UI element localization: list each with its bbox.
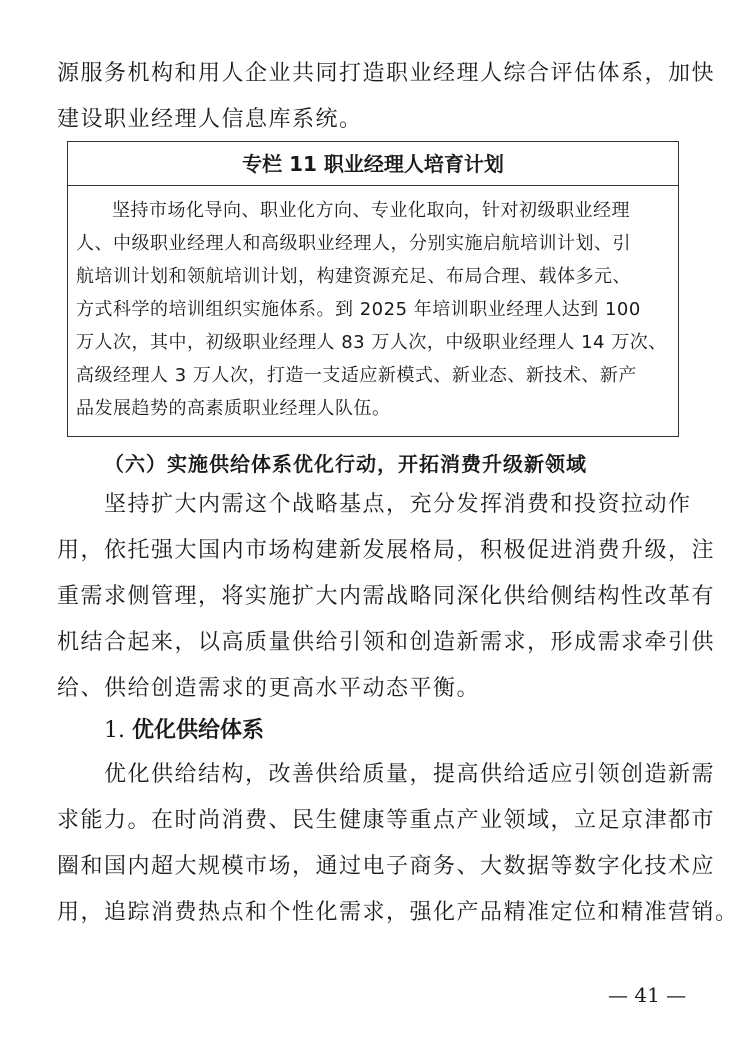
- sidebar-box: [67, 141, 679, 437]
- box-line: 万人次，其中，初级职业经理人 83 万人次，中级职业经理人 14 万次、: [76, 332, 667, 353]
- intro-line: 源服务机构和用人企业共同打造职业经理人综合评估体系，加快: [57, 61, 716, 86]
- subsection-number: 1.: [104, 718, 125, 743]
- box-line: 坚持市场化导向、职业化方向、专业化取向，针对初级职业经理: [112, 200, 630, 221]
- box-line: 高级经理人 3 万人次，打造一支适应新模式、新业态、新技术、新产: [76, 365, 637, 386]
- paragraph-line: 给、供给创造需求的更高水平动态平衡。: [57, 676, 481, 701]
- box-line: 航培训计划和领航培训计划，构建资源充足、布局合理、载体多元、: [76, 266, 631, 287]
- paragraph-line: 坚持扩大内需这个战略基点，充分发挥消费和投资拉动作: [104, 492, 692, 517]
- paragraph-line: 优化供给结构，改善供给质量，提高供给适应引领创造新需: [104, 762, 716, 787]
- box-line: 品发展趋势的高素质职业经理人队伍。: [76, 398, 391, 419]
- paragraph-line: 用，依托强大国内市场构建新发展格局，积极促进消费升级，注: [57, 538, 716, 563]
- paragraph-line: 圈和国内超大规模市场，通过电子商务、大数据等数字化技术应: [57, 854, 716, 879]
- subsection-heading: [104, 716, 264, 746]
- paragraph-line: 重需求侧管理，将实施扩大内需战略同深化供给侧结构性改革有: [57, 584, 716, 609]
- page-number: — 41 —: [608, 983, 687, 1007]
- subsection-title: 优化供给体系: [132, 718, 265, 743]
- paragraph-line: 求能力。在时尚消费、民生健康等重点产业领域，立足京津都市: [57, 808, 716, 833]
- intro-line: 建设职业经理人信息库系统。: [57, 107, 363, 132]
- box-line: 方式科学的培训组织实施体系。到 2025 年培训职业经理人达到 100: [76, 299, 641, 320]
- box-title: 专栏 11 职业经理人培育计划: [68, 142, 678, 186]
- section-heading: （六）实施供给体系优化行动，开拓消费升级新领域: [104, 452, 587, 476]
- box-line: 人、中级职业经理人和高级职业经理人，分别实施启航培训计划、引: [76, 233, 631, 254]
- paragraph-line: 用，追踪消费热点和个性化需求，强化产品精准定位和精准营销。: [57, 900, 739, 925]
- paragraph-line: 机结合起来，以高质量供给引领和创造新需求，形成需求牵引供: [57, 630, 716, 655]
